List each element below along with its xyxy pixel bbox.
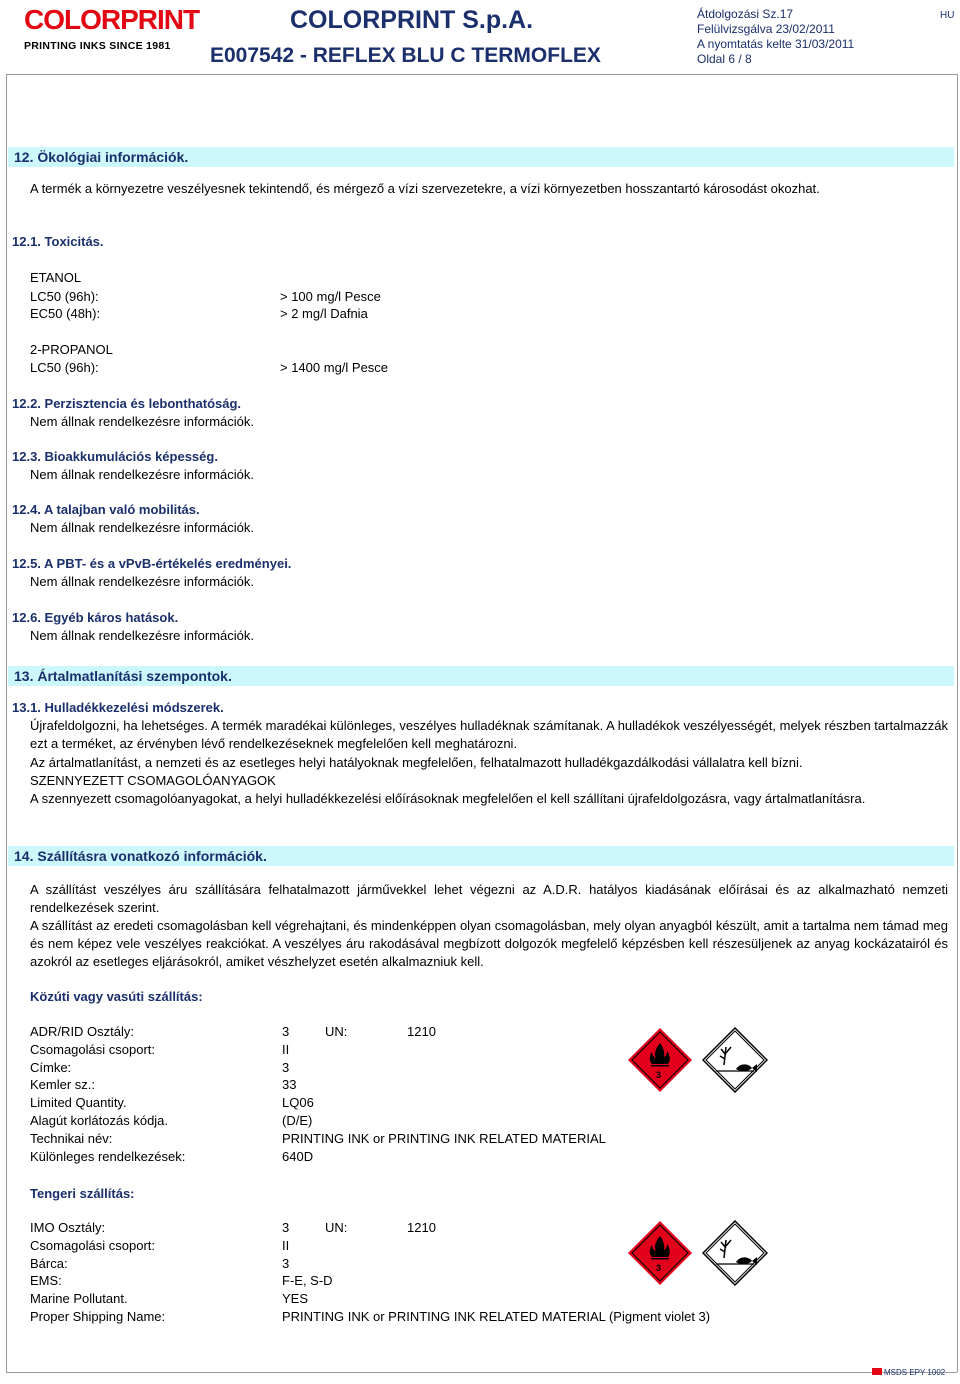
sea-un-label: UN: — [325, 1220, 348, 1235]
road-value-limited: LQ06 — [282, 1095, 314, 1110]
road-label-packing: Csomagolási csoport: — [30, 1042, 155, 1057]
footer-logo-icon — [872, 1368, 882, 1375]
road-label-tunnel: Alagút korlátozás kódja. — [30, 1113, 169, 1128]
pictogram-class-number: 3 — [656, 1070, 662, 1080]
page-number: Oldal 6 / 8 — [697, 52, 752, 66]
road-label-label: Címke: — [30, 1060, 72, 1075]
footer-code — [872, 1368, 945, 1377]
tox-value-3: > 1400 mg/l Pesce — [280, 360, 389, 375]
sub-12-3-title: 12.3. Bioakkumulációs képesség. — [12, 449, 218, 464]
road-value-packing: II — [282, 1042, 290, 1057]
section-14-title: 14. Szállításra vonatkozó információk. — [14, 848, 267, 864]
revision-number: Átdolgozási Sz.17 — [697, 7, 794, 21]
tox-substance-1: ETANOL — [30, 270, 82, 285]
flammable-pictogram-sea — [627, 1220, 693, 1286]
sub-12-2-title: 12.2. Perzisztencia és lebonthatóság. — [12, 396, 242, 411]
logo-word: COLORPRINT — [24, 4, 200, 35]
road-un-label: UN: — [325, 1024, 348, 1039]
road-value-special: 640D — [282, 1149, 314, 1164]
road-un-value: 1210 — [407, 1024, 436, 1039]
sea-value-class: 3 — [282, 1220, 290, 1235]
pictogram-class-number-sea: 3 — [656, 1263, 662, 1273]
tox-label-1: LC50 (96h): — [30, 289, 99, 304]
sea-label-shipping-name: Proper Shipping Name: — [30, 1309, 166, 1324]
tox-value-2: > 2 mg/l Dafnia — [280, 306, 368, 321]
road-value-tunnel: (D/E) — [282, 1113, 313, 1128]
road-label-kemler: Kemler sz.: — [30, 1077, 96, 1092]
road-label-class: ADR/RID Osztály: — [30, 1024, 135, 1039]
review-date: Felülvizsgálva 23/02/2011 — [697, 22, 835, 36]
sea-un-value: 1210 — [407, 1220, 436, 1235]
logo-tagline: PRINTING INKS SINCE 1981 — [24, 40, 171, 52]
sea-label-ems: EMS: — [30, 1273, 62, 1288]
section-12-bar — [8, 147, 954, 167]
company-name: COLORPRINT S.p.A. — [290, 6, 534, 34]
print-date: A nyomtatás kelte 31/03/2011 — [697, 37, 855, 51]
section-13-title: 13. Ártalmatlanítási szempontok. — [14, 668, 232, 684]
sea-transport-heading: Tengeri szállítás: — [30, 1186, 135, 1201]
s14-paragraph-1: A szállítást veszélyes áru szállítására felhatalmazott járművekkel lehet végezni az A.D.R. hatályos kiadásának előírásai és az alkalmazható nemzeti rendelkezések szerint. — [30, 882, 948, 915]
section-12-title: 12. Ökológiai információk. — [14, 149, 189, 165]
sea-label-packing: Csomagolási csoport: — [30, 1238, 155, 1253]
tox-label-2: EC50 (48h): — [30, 306, 101, 321]
sea-label-barca: Bárca: — [30, 1256, 68, 1271]
s13-paragraph-4: A szennyezett csomagolóanyagokat, a helyi hulladékkezelési előírásoknak megfelelően el kell szállítani újrafeldolgozásra, vagy ártalmatlanításra. — [30, 791, 866, 806]
frame-bottom-line — [6, 1372, 957, 1373]
section-12-intro: A termék a környezetre veszélyesnek tekintendő, és mérgező a vízi szervezetekre, a vízi környezetben hosszantartó károsodást okozhat. — [30, 181, 820, 196]
sea-label-class: IMO Osztály: — [30, 1220, 106, 1235]
s14-paragraph-2: A szállítást az eredeti csomagolásban kell végrehajtani, és mindenképpen olyan csomagolásban, mely olyan anyagból készült, amit a tartalma nem támad meg és nem képez vele veszélyes reakciókat. A veszélyes áru rakodásával megbízott dolgozók megfelelő képzésben kell részesüljenek az anyag kockázatairól és azokról az esetleges eljárásokról, amiket vészhelyzet esetén alkalmazniuk kell. — [30, 918, 948, 969]
sea-label-marine: Marine Pollutant. — [30, 1291, 128, 1306]
sub-12-2-text: Nem állnak rendelkezésre információk. — [30, 414, 254, 429]
section-14-bar — [8, 846, 954, 866]
language-code: HU — [940, 10, 955, 21]
environment-pictogram-road — [702, 1027, 768, 1093]
sub-12-3-text: Nem állnak rendelkezésre információk. — [30, 467, 254, 482]
sub-12-6-title: 12.6. Egyéb káros hatások. — [12, 610, 179, 625]
road-label-technical: Technikai név: — [30, 1131, 113, 1146]
road-transport-heading: Közúti vagy vasúti szállítás: — [30, 989, 203, 1004]
section-13-bar — [8, 666, 954, 686]
sub-12-5-text: Nem állnak rendelkezésre információk. — [30, 574, 254, 589]
sea-value-shipping-name: PRINTING INK or PRINTING INK RELATED MATERIAL (Pigment violet 3) — [282, 1309, 711, 1324]
toxicity-title: 12.1. Toxicitás. — [12, 234, 104, 249]
sub-12-5-title: 12.5. A PBT- és a vPvB-értékelés eredményei. — [12, 556, 292, 571]
sea-value-barca: 3 — [282, 1256, 290, 1271]
s13-paragraph-2: Az ártalmatlanítást, a nemzeti és az esetleges helyi hatályoknak megfelelően, felhatalmazott hulladékgazdálkodási vállalatra kell bízni. — [30, 755, 803, 770]
sub-13-1-title: 13.1. Hulladékkezelési módszerek. — [12, 700, 224, 715]
sub-12-6-text: Nem állnak rendelkezésre információk. — [30, 628, 254, 643]
road-label-limited: Limited Quantity. — [30, 1095, 127, 1110]
road-value-class: 3 — [282, 1024, 290, 1039]
road-value-kemler: 33 — [282, 1077, 297, 1092]
tox-label-3: LC50 (96h): — [30, 360, 99, 375]
sub-12-4-title: 12.4. A talajban való mobilitás. — [12, 502, 200, 517]
flammable-pictogram-road — [627, 1027, 693, 1093]
road-label-special: Különleges rendelkezések: — [30, 1149, 186, 1164]
colorprint-logo — [24, 4, 200, 54]
tox-substance-2: 2-PROPANOL — [30, 342, 113, 357]
footer-text: MSDS EPY 1002 — [884, 1368, 946, 1377]
sea-value-packing: II — [282, 1238, 290, 1253]
sea-value-ems: F-E, S-D — [282, 1273, 333, 1288]
product-title: E007542 - REFLEX BLU C TERMOFLEX — [210, 44, 601, 67]
sea-value-marine: YES — [282, 1291, 309, 1306]
s13-paragraph-3: SZENNYEZETT CSOMAGOLÓANYAGOK — [30, 773, 276, 788]
environment-pictogram-sea — [702, 1220, 768, 1286]
sub-12-4-text: Nem állnak rendelkezésre információk. — [30, 520, 254, 535]
road-value-label: 3 — [282, 1060, 290, 1075]
road-value-technical: PRINTING INK or PRINTING INK RELATED MATERIAL — [282, 1131, 606, 1146]
s13-paragraph-1: Újrafeldolgozni, ha lehetséges. A termék maradékai különleges, veszélyes hulladéknak számítanak. A hulladékok veszélyességét, melyek részben tartalmazzák ezt a terméket, az érvényben lévő rendelkezéseknek megfelelően kell meghatározni. — [30, 718, 948, 751]
tox-value-1: > 100 mg/l Pesce — [280, 289, 381, 304]
